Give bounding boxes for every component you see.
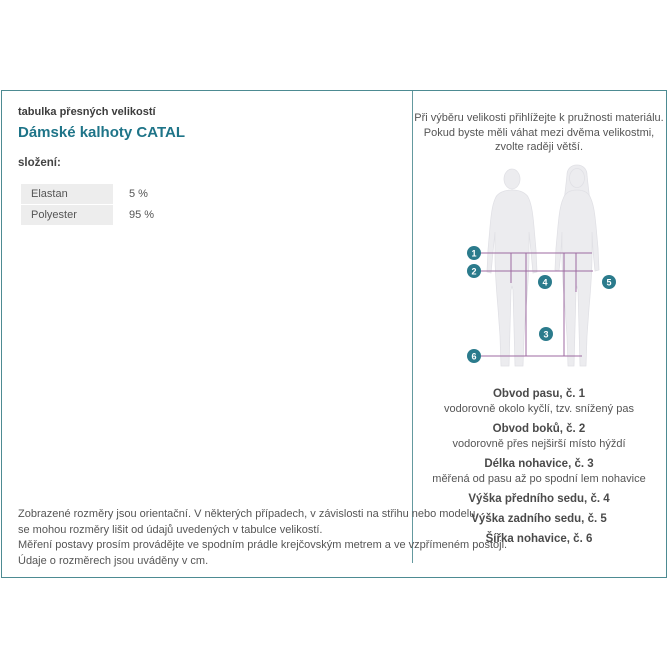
measurement-entry [413,532,665,547]
material-cell: Elastan [21,184,113,204]
disclaimer-line: Zobrazené rozměry jsou orientační. V některých případech, v závislosti na střihu nebo modelu, [18,508,479,520]
composition-table [21,184,251,226]
svg-text:3: 3 [543,329,549,340]
marker-6 [467,349,481,363]
svg-text:6: 6 [471,351,477,362]
male-silhouette [487,169,537,366]
measurement-entry [413,457,665,487]
svg-text:4: 4 [542,277,548,288]
measurement-entry [413,492,665,507]
svg-text:2: 2 [471,266,477,277]
fit-advice-line: zvolte raději větší. [494,141,584,153]
measurement-list [413,387,665,552]
fit-advice-line: Pokud byste měli váhat mezi dvěma velikostmi, [423,126,655,139]
disclaimer-line: se mohou rozměry lišit od údajů uvedených v tabulce velikostí. [18,523,323,536]
svg-text:1: 1 [471,248,477,259]
value-cell: 5 % [129,188,148,200]
value-cell: 95 % [129,209,155,221]
table-row [21,184,251,204]
svg-text:5: 5 [606,277,612,288]
measurement-title: Obvod boků, č. 2 [492,423,586,435]
marker-1 [467,246,481,260]
marker-2 [467,264,481,278]
measurement-title: Výška předního sedu, č. 4 [468,493,610,505]
table-row [21,205,251,225]
size-chart-panel [1,90,667,578]
marker-5 [602,275,616,289]
disclaimer-line: Údaje o rozměrech jsou uváděny v cm. [18,554,209,567]
page-subtitle: tabulka přesných velikostí [18,106,156,118]
measurement-title: Délka nohavice, č. 3 [484,458,594,470]
measurement-entry [413,422,665,452]
measurement-description: měřená od pasu až po spodní lem nohavice [432,473,646,485]
body-measurement-diagram [462,160,622,375]
material-cell: Polyester [21,205,113,225]
marker-4 [538,275,552,289]
measurement-title: Šířka nohavice, č. 6 [485,533,593,545]
measurement-title: Obvod pasu, č. 1 [492,388,586,400]
page-title: Dámské kalhoty CATAL [18,124,185,141]
composition-label: složení: [18,157,61,169]
measurement-description: vodorovně přes nejširší místo hýždí [452,438,626,450]
measurement-description: vodorovně okolo kyčlí, tzv. snížený pas [444,403,634,415]
female-silhouette [555,165,599,366]
fit-advice-line: Při výběru velikosti přihlížejte k pružnosti materiálu. [414,112,664,124]
measurement-entry [413,512,665,527]
measurement-title: Výška zadního sedu, č. 5 [471,513,607,525]
marker-3 [539,327,553,341]
fit-advice-text [413,111,665,155]
disclaimer-line: Měření postavy prosím provádějte ve spodním prádle krejčovským metrem a ve vzpřímeném postoji. [18,539,508,551]
measurement-entry [413,387,665,417]
